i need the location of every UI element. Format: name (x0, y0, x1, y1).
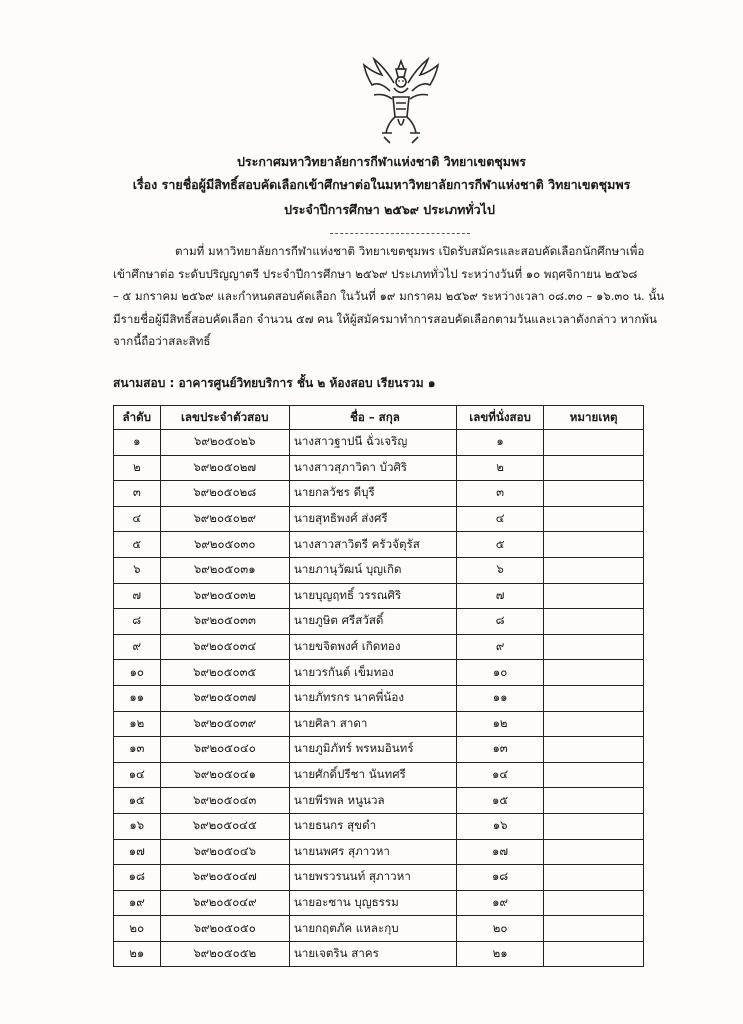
row-name: นายกฤตภัค แหละกุบ (289, 916, 456, 942)
table-row (114, 839, 644, 865)
row-name: นายนพศร สุภาวหา (289, 839, 456, 865)
row-remark (544, 685, 644, 711)
row-name: นายภัทรกร นาคพี่น้อง (289, 685, 456, 711)
row-remark (544, 609, 644, 635)
row-seat: ๑๕ (456, 788, 543, 814)
row-name: นายขจิตพงศ์ เกิดทอง (289, 634, 456, 660)
row-name: นายธนกร สุขดำ (289, 813, 456, 839)
body-line: เข้าศึกษาต่อ ระดับปริญญาตรี ประจำปีการศึกษา ๒๕๖๙ ประเภททั่วไป ระหว่างวันที่ ๑๐ พฤศจิกายน ๒๕๖๘ (113, 266, 638, 281)
row-remark (544, 788, 644, 814)
row-seq: ๗ (114, 583, 161, 609)
row-exam-id: ๖๙๒๐๕๐๓๑ (160, 557, 289, 583)
row-exam-id: ๖๙๒๐๕๐๒๘ (160, 481, 289, 507)
row-remark (544, 634, 644, 660)
row-exam-id: ๖๙๒๐๕๐๓๒ (160, 583, 289, 609)
row-seq: ๑๘ (114, 865, 161, 891)
row-seq: ๑๕ (114, 788, 161, 814)
header-remark: หมายเหตุ (544, 406, 644, 430)
row-name: นายศักดิ์ปรีชา นันทศรี (289, 762, 456, 788)
row-seq: ๒๐ (114, 916, 161, 942)
table-row (114, 941, 644, 967)
row-seq: ๑๒ (114, 711, 161, 737)
table-row (114, 660, 644, 686)
academic-year-line: ประจำปีการศึกษา ๒๕๖๙ ประเภททั่วไป (284, 202, 495, 217)
row-exam-id: ๖๙๒๐๕๐๓๗ (160, 685, 289, 711)
row-remark (544, 737, 644, 763)
row-seq: ๕ (114, 532, 161, 558)
row-exam-id: ๖๙๒๐๕๐๕๐ (160, 916, 289, 942)
row-name: นายบุญฤทธิ์ วรรณศิริ (289, 583, 456, 609)
row-remark (544, 916, 644, 942)
table-row (114, 737, 644, 763)
row-seat: ๒๐ (456, 916, 543, 942)
row-remark (544, 532, 644, 558)
row-exam-id: ๖๙๒๐๕๐๓๐ (160, 532, 289, 558)
row-remark (544, 455, 644, 481)
row-seat: ๑๑ (456, 685, 543, 711)
row-seat: ๑๘ (456, 865, 543, 891)
row-seq: ๑๐ (114, 660, 161, 686)
header-exam-id: เลขประจำตัวสอบ (160, 406, 289, 430)
table-row (114, 557, 644, 583)
body-line: ตามที่ มหาวิทยาลัยการกีฬาแห่งชาติ วิทยาเขตชุมพร เปิดรับสมัครและสอบคัดเลือกนักศึกษาเพื่อ (175, 244, 645, 258)
table-row (114, 813, 644, 839)
row-seat: ๘ (456, 609, 543, 635)
table-row (114, 481, 644, 507)
row-exam-id: ๖๙๒๐๕๐๔๖ (160, 839, 289, 865)
row-seq: ๙ (114, 634, 161, 660)
row-seq: ๘ (114, 609, 161, 635)
row-exam-id: ๖๙๒๐๕๐๔๕ (160, 813, 289, 839)
row-name: นายภานุวัฒน์ บุญเกิด (289, 557, 456, 583)
row-seat: ๑๗ (456, 839, 543, 865)
announcement-body (113, 240, 665, 353)
row-remark (544, 890, 644, 916)
row-remark (544, 481, 644, 507)
row-remark (544, 941, 644, 967)
row-seq: ๑๙ (114, 890, 161, 916)
row-exam-id: ๖๙๒๐๕๐๒๙ (160, 506, 289, 532)
row-seq: ๑๖ (114, 813, 161, 839)
table-row (114, 634, 644, 660)
row-name: นายศิลา สาดา (289, 711, 456, 737)
row-name: นางสาวฐาปนี ฉั่วเจริญ (289, 430, 456, 456)
row-exam-id: ๖๙๒๐๕๐๔๙ (160, 890, 289, 916)
row-exam-id: ๖๙๒๐๕๐๔๐ (160, 737, 289, 763)
table-row (114, 916, 644, 942)
row-name: นายพีรพล หนูนวล (289, 788, 456, 814)
table-row (114, 455, 644, 481)
row-seq: ๑๑ (114, 685, 161, 711)
row-seat: ๑๖ (456, 813, 543, 839)
row-seq: ๔ (114, 506, 161, 532)
row-seat: ๒ (456, 455, 543, 481)
row-exam-id: ๖๙๒๐๕๐๒๗ (160, 455, 289, 481)
row-remark (544, 583, 644, 609)
announcement-title: ประกาศมหาวิทยาลัยการกีฬาแห่งชาติ วิทยาเขตชุมพร (237, 154, 526, 169)
row-exam-id: ๖๙๒๐๕๐๓๓ (160, 609, 289, 635)
row-seq: ๑๔ (114, 762, 161, 788)
header-seat: เลขที่นั่งสอบ (456, 406, 543, 430)
table-row (114, 711, 644, 737)
row-name: นายสุทธิพงศ์ ส่งศรี (289, 506, 456, 532)
row-name: นายวรกันต์ เข็มทอง (289, 660, 456, 686)
row-remark (544, 865, 644, 891)
row-seq: ๓ (114, 481, 161, 507)
table-row (114, 788, 644, 814)
row-exam-id: ๖๙๒๐๕๐๔๓ (160, 788, 289, 814)
row-seat: ๑๐ (456, 660, 543, 686)
row-seq: ๒๑ (114, 941, 161, 967)
table-row (114, 762, 644, 788)
row-exam-id: ๖๙๒๐๕๐๒๖ (160, 430, 289, 456)
table-row (114, 609, 644, 635)
table-header-row (114, 406, 644, 430)
table-row (114, 583, 644, 609)
row-seat: ๑๙ (456, 890, 543, 916)
row-seat: ๕ (456, 532, 543, 558)
row-exam-id: ๖๙๒๐๕๐๓๔ (160, 634, 289, 660)
row-name: นายอะซาน บุญธรรม (289, 890, 456, 916)
row-remark (544, 660, 644, 686)
row-seq: ๑๗ (114, 839, 161, 865)
garuda-emblem-icon (360, 55, 442, 147)
row-name: นายกลวัชร ดีบุรี (289, 481, 456, 507)
body-line: – ๕ มกราคม ๒๕๖๙ และกำหนดสอบคัดเลือก ในวันที่ ๑๙ มกราคม ๒๕๖๙ ระหว่างเวลา ๐๘.๓๐ – ๑๖.๓๐ น. นั้น (113, 289, 665, 303)
candidate-table-body (114, 430, 644, 967)
row-seat: ๖ (456, 557, 543, 583)
row-remark (544, 557, 644, 583)
row-remark (544, 813, 644, 839)
row-seat: ๑๒ (456, 711, 543, 737)
table-row (114, 865, 644, 891)
row-exam-id: ๖๙๒๐๕๐๕๒ (160, 941, 289, 967)
row-name: นางสาวสาวิตรี ครัวจัตุรัส (289, 532, 456, 558)
row-exam-id: ๖๙๒๐๕๐๔๗ (160, 865, 289, 891)
row-seat: ๗ (456, 583, 543, 609)
row-seat: ๔ (456, 506, 543, 532)
row-seat: ๓ (456, 481, 543, 507)
row-name: นายพรวรนนท์ สุภาวหา (289, 865, 456, 891)
row-seq: ๖ (114, 557, 161, 583)
row-seat: ๑ (456, 430, 543, 456)
row-name: นายภูษิต ศรีสวัสดิ์ (289, 609, 456, 635)
row-exam-id: ๖๙๒๐๕๐๔๑ (160, 762, 289, 788)
row-seq: ๒ (114, 455, 161, 481)
row-exam-id: ๖๙๒๐๕๐๓๕ (160, 660, 289, 686)
row-remark (544, 762, 644, 788)
announcement-subject: เรื่อง รายชื่อผู้มีสิทธิ์สอบคัดเลือกเข้าศึกษาต่อในมหาวิทยาลัยการกีฬาแห่งชาติ วิทยาเขตชุมพร (132, 177, 631, 192)
row-remark (544, 430, 644, 456)
row-name: นายเจตริน สาคร (289, 941, 456, 967)
table-row (114, 890, 644, 916)
header-seq: ลำดับ (114, 406, 161, 430)
row-remark (544, 711, 644, 737)
header-divider (330, 233, 470, 234)
row-seat: ๙ (456, 634, 543, 660)
body-line: จากนี้ถือว่าสละสิทธิ์ (113, 334, 211, 348)
body-line: มีรายชื่อผู้มีสิทธิ์สอบคัดเลือก จำนวน ๕๗ คน ให้ผู้สมัครมาทำการสอบคัดเลือกตามวันและเวลาดังกล่าว หากพ้น (113, 311, 657, 326)
row-name: นางสาวสุภาวิดา บัวศิริ (289, 455, 456, 481)
row-seq: ๑ (114, 430, 161, 456)
exam-venue: สนามสอบ : อาคารศูนย์วิทยบริการ ชั้น ๒ ห้องสอบ เรียนรวม ๑ (113, 376, 436, 390)
row-remark (544, 839, 644, 865)
candidate-table (113, 405, 644, 967)
table-row (114, 685, 644, 711)
row-seq: ๑๓ (114, 737, 161, 763)
row-name: นายภูมิภัทร์ พรหมอินทร์ (289, 737, 456, 763)
table-row (114, 430, 644, 456)
row-remark (544, 506, 644, 532)
row-seat: ๒๑ (456, 941, 543, 967)
row-seat: ๑๔ (456, 762, 543, 788)
header-name: ชื่อ – สกุล (289, 406, 456, 430)
table-row (114, 506, 644, 532)
table-row (114, 532, 644, 558)
row-seat: ๑๓ (456, 737, 543, 763)
row-exam-id: ๖๙๒๐๕๐๓๙ (160, 711, 289, 737)
